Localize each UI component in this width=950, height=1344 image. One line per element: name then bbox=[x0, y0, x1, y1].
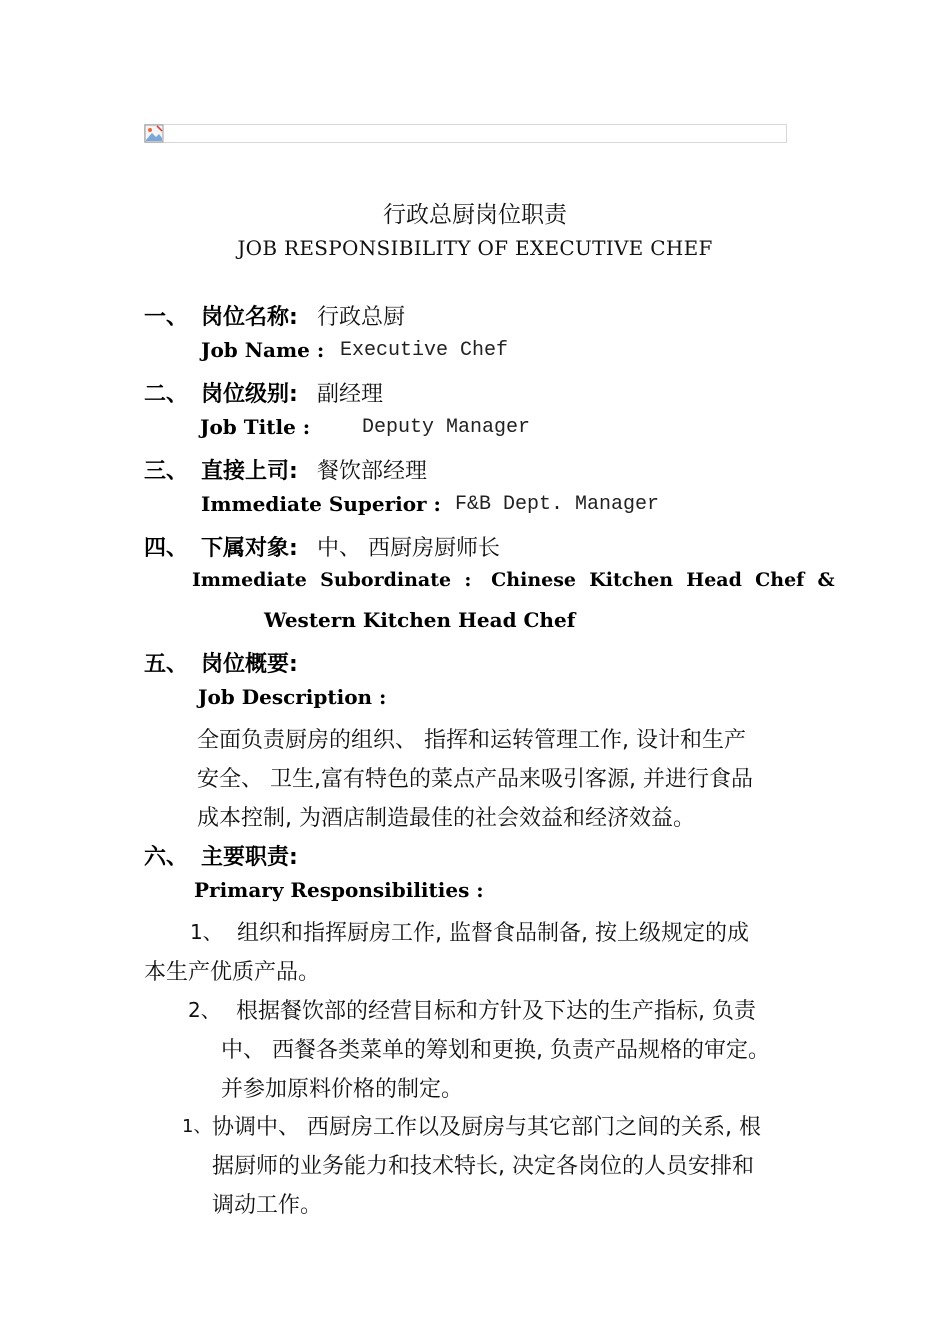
section-2-en-label: Job Title : bbox=[200, 415, 311, 439]
duty-2-line-2: 中、 西餐各类菜单的筹划和更换, 负责产品规格的审定。 bbox=[221, 1038, 770, 1063]
duty-1-line-1: 组织和指挥厨房工作, 监督食品制备, 按上级规定的成 bbox=[237, 921, 749, 946]
header-image-frame bbox=[144, 124, 787, 143]
duty-2-number: 2、 bbox=[188, 998, 221, 1022]
duty-3-line-1: 协调中、 西厨房工作以及厨房与其它部门之间的关系, 根 bbox=[212, 1115, 761, 1140]
duty-3-line-3: 调动工作。 bbox=[212, 1193, 323, 1218]
duty-2-line-1: 根据餐饮部的经营目标和方针及下达的生产指标, 负责 bbox=[236, 999, 756, 1024]
section-3-label: 直接上司: bbox=[201, 459, 298, 484]
section-2-en-value: Deputy Manager bbox=[362, 416, 531, 439]
section-4-en-line-1: Immediate Subordinate : Chinese Kitchen Head Chef & bbox=[192, 569, 835, 591]
section-3-value: 餐饮部经理 bbox=[317, 459, 428, 484]
section-1-en-label: Job Name : bbox=[201, 338, 325, 362]
duty-2-line-3: 并参加原料价格的制定。 bbox=[221, 1077, 464, 1102]
document-title-cn: 行政总厨岗位职责 bbox=[383, 202, 567, 228]
section-4-value: 中、 西厨房厨师长 bbox=[317, 536, 500, 561]
section-2-value: 副经理 bbox=[317, 382, 384, 407]
section-5-label: 岗位概要: bbox=[201, 652, 298, 677]
section-2-label: 岗位级别: bbox=[201, 382, 298, 407]
section-5-number: 五、 bbox=[144, 652, 189, 677]
section-4-number: 四、 bbox=[144, 536, 189, 561]
section-6-label: 主要职责: bbox=[201, 845, 298, 870]
section-5-desc-line-3: 成本控制, 为酒店制造最佳的社会效益和经济效益。 bbox=[197, 806, 695, 831]
document-title-en: JOB RESPONSIBILITY OF EXECUTIVE CHEF bbox=[237, 236, 713, 260]
section-5-desc-line-1: 全面负责厨房的组织、 指挥和运转管理工作, 设计和生产 bbox=[197, 728, 746, 753]
section-5-en-label: Job Description : bbox=[198, 685, 387, 709]
broken-image-icon bbox=[144, 124, 164, 143]
section-3-en-value: F&B Dept. Manager bbox=[455, 493, 660, 516]
section-1-value: 行政总厨 bbox=[317, 305, 406, 330]
section-3-en-label: Immediate Superior : bbox=[201, 492, 441, 516]
duty-3-line-2: 据厨师的业务能力和技术特长, 决定各岗位的人员安排和 bbox=[212, 1154, 754, 1179]
section-6-en-label: Primary Responsibilities : bbox=[194, 878, 484, 902]
section-5-desc-line-2: 安全、 卫生,富有特色的菜点产品来吸引客源, 并进行食品 bbox=[197, 767, 753, 792]
duty-1-number: 1、 bbox=[190, 920, 223, 944]
section-1-en-value: Executive Chef bbox=[340, 339, 509, 362]
duty-3-number: 1、 bbox=[182, 1116, 212, 1137]
section-2-number: 二、 bbox=[144, 382, 189, 407]
duty-1-line-2: 本生产优质产品。 bbox=[144, 960, 321, 985]
section-6-number: 六、 bbox=[144, 845, 189, 870]
section-4-en-line-2: Western Kitchen Head Chef bbox=[264, 608, 576, 632]
section-1-number: 一、 bbox=[144, 305, 189, 330]
section-1-label: 岗位名称: bbox=[201, 305, 298, 330]
section-3-number: 三、 bbox=[144, 459, 189, 484]
section-4-label: 下属对象: bbox=[201, 536, 298, 561]
